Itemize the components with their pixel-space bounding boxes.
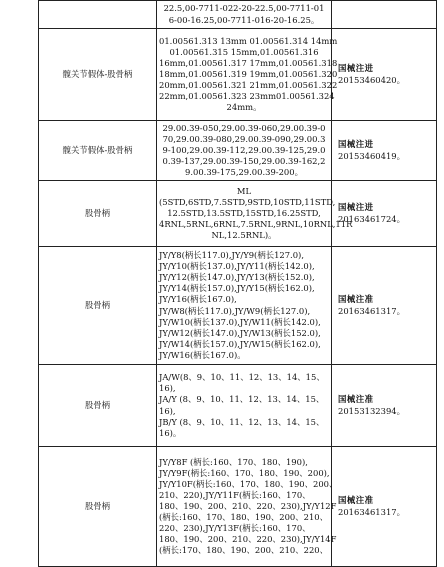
- registration-cell: [332, 247, 437, 365]
- spec-line: 01.00561.313 13mm 01.00561.314 14mm: [159, 35, 338, 46]
- product-name-cell: [39, 1, 157, 29]
- spec-line: 9-100,29.00.39-112,29.00.39-125,29.0: [162, 144, 326, 155]
- spec-line: 6-00-16.25,00-7711-016-20-16.25。: [168, 14, 320, 25]
- spec-line: 22mm,01.00561.323 23mm01.00561.324: [159, 91, 335, 102]
- spec-cell: [157, 447, 338, 567]
- spec-line: 4RNL,5RNL,6RNL,7.5RNL,9RNL,10RNL,11R: [159, 219, 353, 230]
- registration-cell: [332, 121, 437, 181]
- registration-number: 20163461317。: [338, 506, 405, 517]
- spec-line: 01.00561.315 15mm,01.00561.316: [169, 46, 319, 57]
- table-row: [39, 181, 437, 247]
- spec-line: 24mm。: [226, 102, 262, 113]
- spec-line: 16),: [159, 405, 176, 416]
- spec-line: 16mm,01.00561.317 17mm,01.00561.318: [159, 57, 338, 68]
- spec-line: 9.00.39-175,29.00.39-200。: [185, 167, 303, 178]
- registration-label: 国械注准: [338, 495, 374, 506]
- spec-line: 210、220),JY/Y11F(柄长:160、170、: [159, 489, 311, 500]
- spec-line: (柄长:160、170、180、190、200、210、: [159, 512, 329, 523]
- spec-cell: [157, 1, 332, 29]
- spec-line: JY/W14(柄长157.0),JY/W15(柄长162.0),: [159, 338, 321, 349]
- spec-line: 12.5STD,13.5STD,15STD,16.25STD,: [167, 207, 321, 218]
- spec-cell: [157, 365, 332, 447]
- spec-line: JY/Y10F(柄长:160、170、180、190、200、: [159, 478, 338, 489]
- registration-label: 国械注准: [338, 394, 374, 405]
- table-row: [39, 121, 437, 181]
- table-row: [39, 247, 437, 365]
- spec-line: JB/Y (8、9、10、11、12、13、14、15、: [159, 416, 325, 427]
- spec-line: JA/W(8、9、10、11、12、13、14、15、: [159, 372, 325, 383]
- spec-line: 180、190、200、210、220、230),JY/Y14F: [159, 534, 337, 545]
- spec-line: JY/W12(柄长147.0),JY/W13(柄长152.0),: [159, 327, 321, 338]
- spec-line: 29.00.39-050,29.00.39-060,29.00.39-0: [162, 122, 326, 133]
- spec-line: 20mm,01.00561.321 21mm,01.00561.322: [159, 80, 338, 91]
- spec-line: 16),: [159, 383, 176, 394]
- product-name-cell: 股骨柄: [39, 181, 157, 247]
- spec-cell: [157, 29, 338, 121]
- spec-line: JY/Y8F (柄长:160、170、180、190),: [159, 456, 308, 467]
- spec-cell: [157, 247, 332, 365]
- device-table: [38, 0, 437, 567]
- registration-label: 国械注进: [338, 63, 374, 74]
- table-row: [39, 365, 437, 447]
- spec-line: 18mm,01.00561.319 19mm,01.00561.320: [159, 68, 338, 79]
- table-row: [39, 1, 437, 29]
- spec-line: (5STD,6STD,7.5STD,9STD,10STD,11STD,: [159, 196, 336, 207]
- spec-line: JY/Y8(柄长117.0),JY/Y9(柄长127.0),: [159, 250, 304, 261]
- spec-cell: [157, 181, 353, 247]
- spec-line: 16)。: [159, 427, 182, 438]
- spec-line: 180、190、200、210、220、230),JY/Y12F: [159, 500, 337, 511]
- spec-line: JA/Y (8、9、10、11、12、13、14、15、: [159, 394, 325, 405]
- spec-line: 0.39-137,29.00.39-150,29.00.39-162,2: [162, 156, 326, 167]
- spec-line: 70,29.00.39-080,29.00.39-090,29.00.3: [162, 133, 326, 144]
- registration-number: 20153460419。: [338, 150, 405, 161]
- registration-number: 20163461317。: [338, 305, 405, 316]
- spec-line: NL,12.5RNL)。: [211, 230, 277, 241]
- table-row: [39, 447, 437, 567]
- product-name-cell: 股骨柄: [39, 247, 157, 365]
- product-name-cell: 髋关节假体-股骨柄: [39, 121, 157, 181]
- spec-line: JY/Y14(柄长157.0),JY/Y15(柄长162.0),: [159, 283, 315, 294]
- spec-line: (柄长:170、180、190、200、210、220、: [159, 545, 329, 556]
- spec-line: 22.5,00-7711-022-20-22.5,00-7711-01: [163, 3, 325, 14]
- registration-label: 国械注进: [338, 139, 374, 150]
- registration-label: 国械注准: [338, 294, 374, 305]
- product-name-cell: 髋关节假体-股骨柄: [39, 29, 157, 121]
- registration-cell: [332, 1, 437, 29]
- spec-line: 220、230),JY/Y13F(柄长:160、170、: [159, 523, 311, 534]
- table-row: [39, 29, 437, 121]
- spec-line: ML: [236, 185, 252, 196]
- product-name-cell: 股骨柄: [39, 447, 157, 567]
- registration-cell: [332, 181, 437, 247]
- registration-number: 20153132394。: [338, 405, 405, 416]
- spec-cell: [157, 121, 332, 181]
- spec-line: JY/W8(柄长117.0),JY/W9(柄长127.0),: [159, 305, 311, 316]
- registration-cell: [332, 365, 437, 447]
- registration-label: 国械注进: [338, 202, 374, 213]
- registration-cell: [332, 447, 437, 567]
- product-name-cell: 股骨柄: [39, 365, 157, 447]
- spec-line: JY/Y9F(柄长:160、170、180、190、200),: [159, 467, 330, 478]
- registration-cell: [332, 29, 437, 121]
- spec-line: JY/Y12(柄长147.0),JY/Y13(柄长152.0),: [159, 272, 315, 283]
- spec-line: JY/W16(柄长167.0)。: [159, 349, 246, 360]
- registration-number: 20153460420。: [338, 74, 405, 85]
- spec-line: JY/Y16(柄长167.0),: [159, 294, 237, 305]
- spec-line: JY/W10(柄长137.0),JY/W11(柄长142.0),: [159, 316, 321, 327]
- spec-line: JY/Y10(柄长137.0),JY/Y11(柄长142.0),: [159, 261, 315, 272]
- registration-number: 20163461724。: [338, 213, 405, 224]
